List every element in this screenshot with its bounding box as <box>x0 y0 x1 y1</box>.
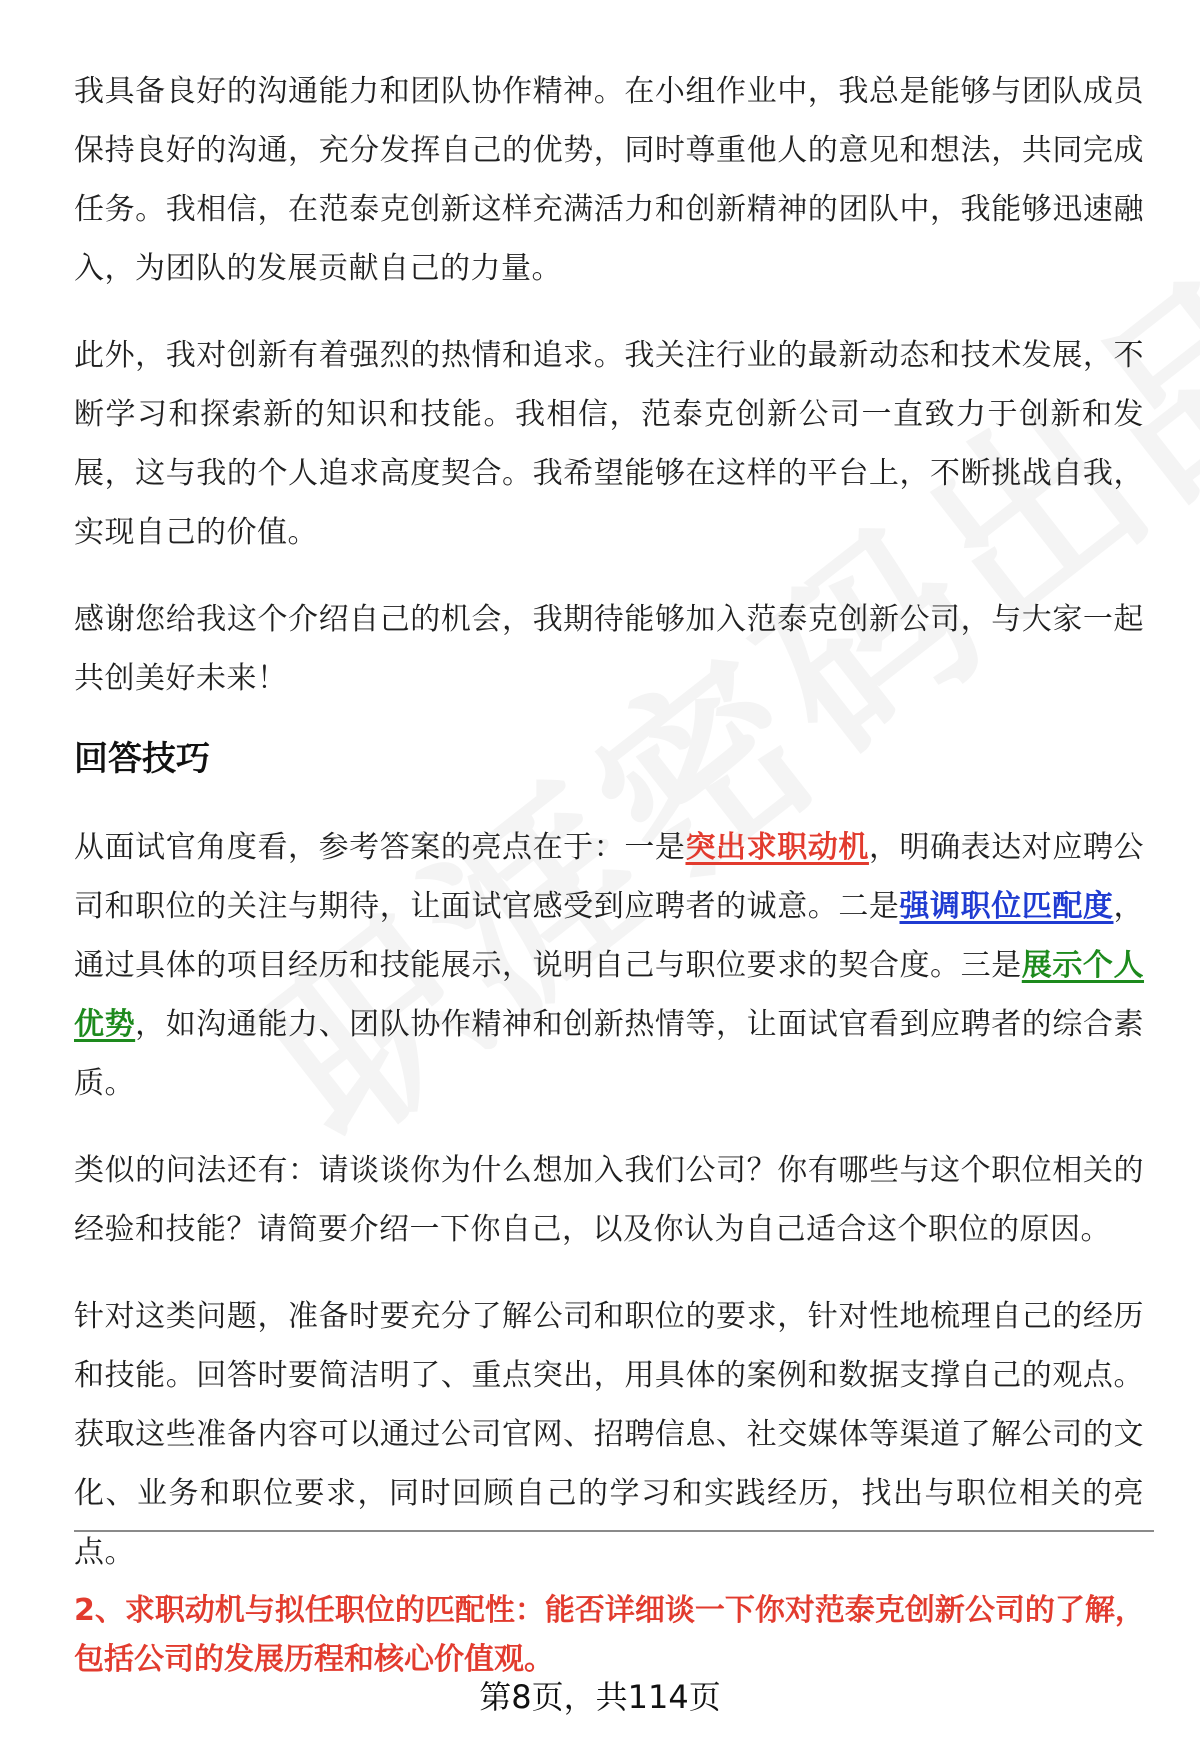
paragraph-thanks: 感谢您给我这个介绍自己的机会，我期待能够加入范泰克创新公司，与大家一起共创美好未来！ <box>74 602 1144 696</box>
paragraph-similar-questions: 类似的问法还有：请谈谈你为什么想加入我们公司？你有哪些与这个职位相关的经验和技能？请简要介绍一下你自己，以及你认为自己适合这个职位的原因。 <box>74 1153 1144 1247</box>
section-title: 回答技巧 <box>74 739 210 779</box>
highlight-strengths: 展示个人优势 <box>74 948 1145 1042</box>
tips-text-3: ，通过具体的项目经历和技能展示，说明自己与职位要求的契合度。三是 <box>74 889 1144 983</box>
highlight-motivation: 突出求职动机 <box>685 830 869 865</box>
tips-text-2: ，明确表达对应聘公司和职位的关注与期待，让面试官感受到应聘者的诚意。二是 <box>74 830 1145 924</box>
main-content <box>74 62 1144 1610</box>
tips-text-1: 从面试官角度看，参考答案的亮点在于：一是 <box>74 830 686 865</box>
section-divider <box>74 1530 1154 1532</box>
paragraph-innovation: 此外，我对创新有着强烈的热情和追求。我关注行业的最新动态和技术发展，不断学习和探索新的知识和技能。我相信，范泰克创新公司一直致力于创新和发展，这与我的个人追求高度契合。我希望能够在这样的平台上，不断挑战自我，实现自己的价值。 <box>74 338 1144 550</box>
paragraph-tips <box>74 818 1144 1113</box>
paragraph-preparation: 针对这类问题，准备时要充分了解公司和职位的要求，针对性地梳理自己的经历和技能。回答时要简洁明了、重点突出，用具体的案例和数据支撑自己的观点。获取这些准备内容可以通过公司官网、招聘信息、社交媒体等渠道了解公司的文化、业务和职位要求，同时回顾自己的学习和实践经历，找出与职位相关的亮点。 <box>74 1299 1144 1570</box>
next-question-heading: 2、求职动机与拟任职位的匹配性：能否详细谈一下你对范泰克创新公司的了解，包括公司的发展历程和核心价值观。 <box>74 1593 1145 1677</box>
page-number-footer: 第8页，共114页 <box>479 1678 721 1716</box>
paragraph-teamwork: 我具备良好的沟通能力和团队协作精神。在小组作业中，我总是能够与团队成员保持良好的沟通，充分发挥自己的优势，同时尊重他人的意见和想法，共同完成任务。我相信，在范泰克创新这样充满活力和创新精神的团队中，我能够迅速融入，为团队的发展贡献自己的力量。 <box>74 74 1144 286</box>
highlight-job-match: 强调职位匹配度 <box>899 889 1114 924</box>
tips-text-4: ，如沟通能力、团队协作精神和创新热情等，让面试官看到应聘者的综合素质。 <box>74 1007 1145 1101</box>
